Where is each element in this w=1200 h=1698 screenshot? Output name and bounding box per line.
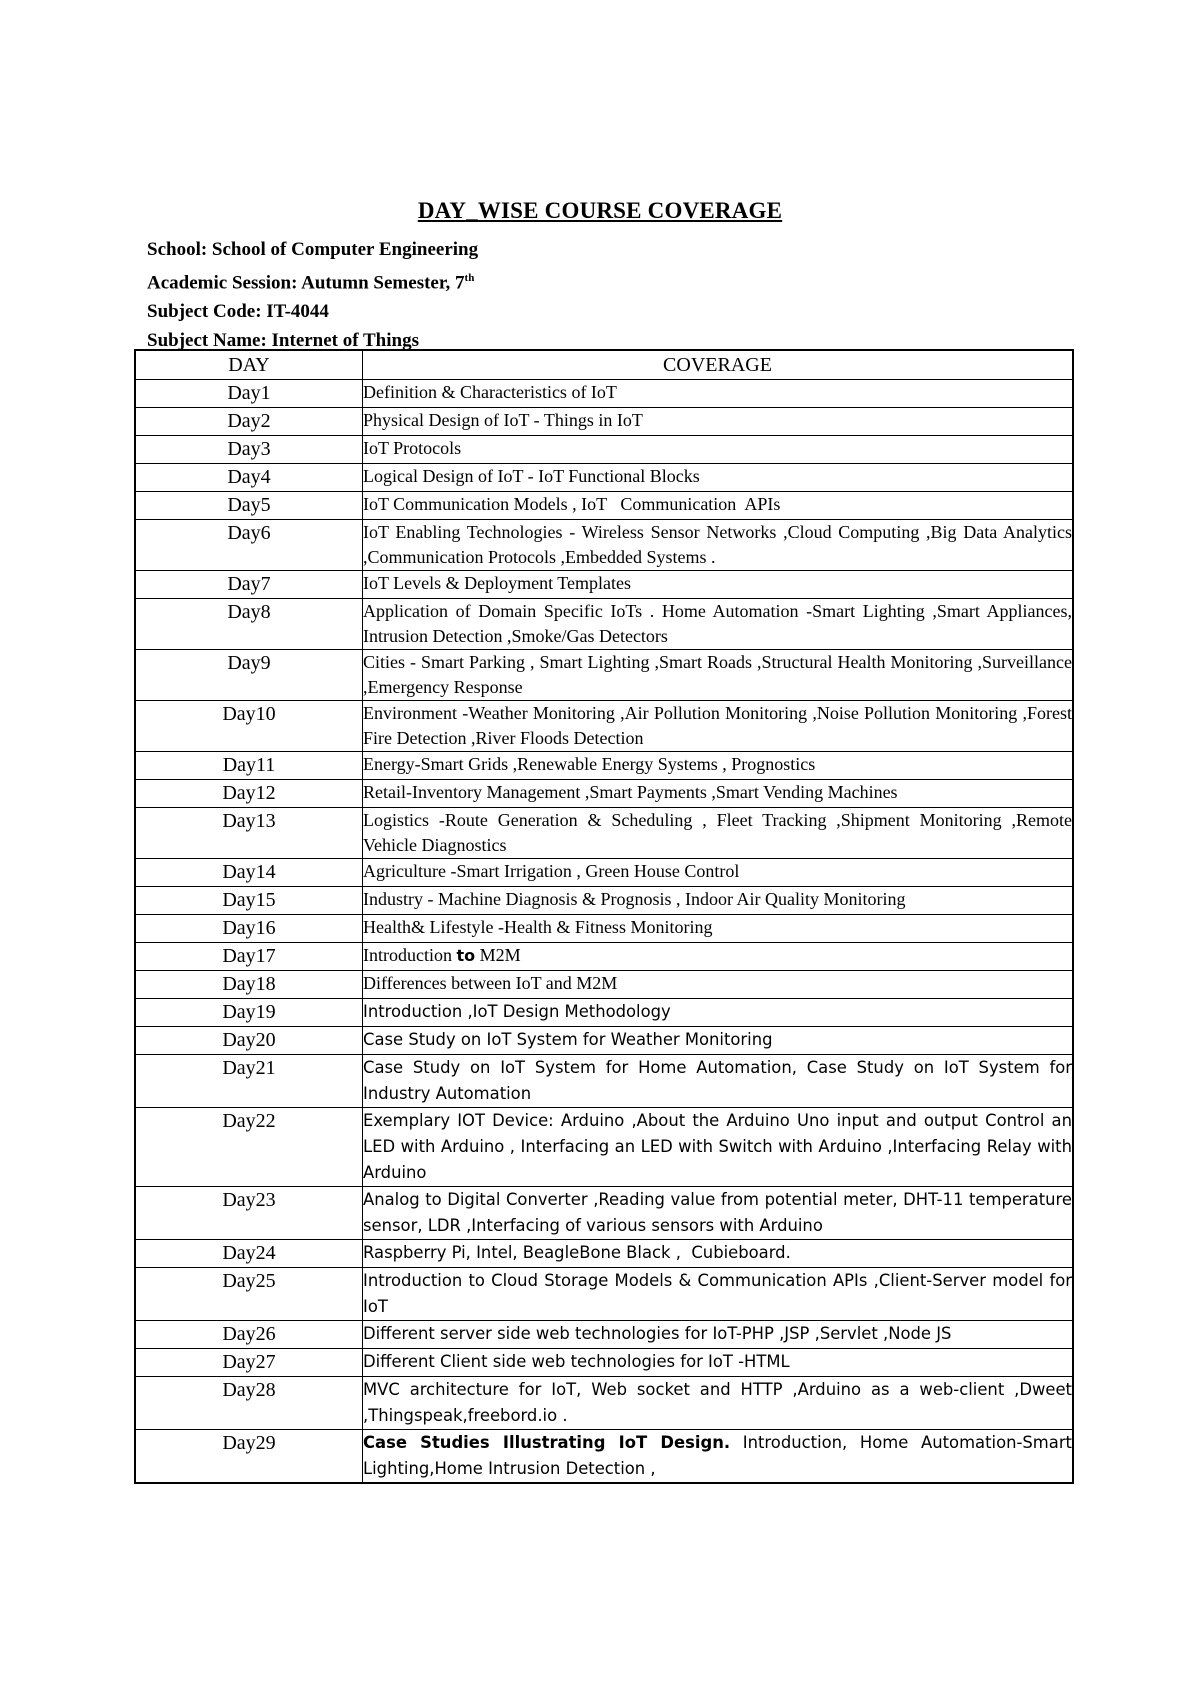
day-cell: Day3 bbox=[135, 436, 363, 464]
coverage-cell: Logistics -Route Generation & Scheduling , Fleet Tracking ,Shipment Monitoring ,Remote Vehicle Diagnostics bbox=[363, 808, 1074, 859]
coverage-cell: Health& Lifestyle -Health & Fitness Monitoring bbox=[363, 915, 1074, 943]
session-line bbox=[147, 264, 478, 297]
day-cell: Day1 bbox=[135, 380, 363, 408]
coverage-cell: Agriculture -Smart Irrigation , Green House Control bbox=[363, 859, 1074, 887]
coverage-cell: Environment -Weather Monitoring ,Air Pollution Monitoring ,Noise Pollution Monitoring ,Forest Fire Detection ,River Floods Detection bbox=[363, 701, 1074, 752]
table-row bbox=[135, 1108, 1073, 1187]
coverage-cell: Definition & Characteristics of IoT bbox=[363, 380, 1074, 408]
coverage-cell: Different server side web technologies for IoT-PHP ,JSP ,Servlet ,Node JS bbox=[363, 1321, 1074, 1349]
day-cell: Day7 bbox=[135, 571, 363, 599]
table-row bbox=[135, 780, 1073, 808]
session-text: Academic Session: Autumn Semester, 7 bbox=[147, 272, 465, 294]
table-row bbox=[135, 1240, 1073, 1268]
table-row bbox=[135, 1321, 1073, 1349]
day-cell: Day12 bbox=[135, 780, 363, 808]
coverage-cell: IoT Communication Models , IoT Communication APIs bbox=[363, 492, 1074, 520]
day-cell: Day9 bbox=[135, 650, 363, 701]
coverage-text-bold: to bbox=[456, 946, 476, 965]
day-cell: Day5 bbox=[135, 492, 363, 520]
coverage-text-a: Introduction bbox=[363, 945, 457, 965]
table-row bbox=[135, 887, 1073, 915]
table-row bbox=[135, 752, 1073, 780]
coverage-cell: IoT Enabling Technologies - Wireless Sensor Networks ,Cloud Computing ,Big Data Analytics ,Communication Protocols ,Embedded Systems . bbox=[363, 520, 1074, 571]
day-cell: Day4 bbox=[135, 464, 363, 492]
table-row bbox=[135, 380, 1073, 408]
coverage-cell: Industry - Machine Diagnosis & Prognosis , Indoor Air Quality Monitoring bbox=[363, 887, 1074, 915]
header-day: DAY bbox=[135, 350, 363, 380]
table-row bbox=[135, 1268, 1073, 1321]
table-row bbox=[135, 464, 1073, 492]
coverage-cell bbox=[363, 1430, 1074, 1484]
coverage-cell: Case Study on IoT System for Weather Monitoring bbox=[363, 1027, 1074, 1055]
day-cell: Day6 bbox=[135, 520, 363, 571]
table-row bbox=[135, 492, 1073, 520]
day-cell: Day29 bbox=[135, 1430, 363, 1484]
table-row bbox=[135, 915, 1073, 943]
table-row bbox=[135, 808, 1073, 859]
table-row bbox=[135, 943, 1073, 971]
coverage-cell: IoT Levels & Deployment Templates bbox=[363, 571, 1074, 599]
table-row bbox=[135, 1027, 1073, 1055]
coverage-table bbox=[134, 349, 1074, 1484]
coverage-cell: Energy-Smart Grids ,Renewable Energy Systems , Prognostics bbox=[363, 752, 1074, 780]
day-cell: Day2 bbox=[135, 408, 363, 436]
coverage-cell: IoT Protocols bbox=[363, 436, 1074, 464]
table-row bbox=[135, 859, 1073, 887]
coverage-cell: Cities - Smart Parking , Smart Lighting ,Smart Roads ,Structural Health Monitoring ,Surveillance ,Emergency Response bbox=[363, 650, 1074, 701]
day-cell: Day10 bbox=[135, 701, 363, 752]
subject-code-line: Subject Code: IT-4044 bbox=[147, 301, 329, 323]
day-cell: Day11 bbox=[135, 752, 363, 780]
coverage-cell bbox=[363, 943, 1074, 971]
day-cell: Day17 bbox=[135, 943, 363, 971]
coverage-cell: MVC architecture for IoT, Web socket and HTTP ,Arduino as a web-client ,Dweet ,Thingspeak,freebord.io . bbox=[363, 1377, 1074, 1430]
day-cell: Day21 bbox=[135, 1055, 363, 1108]
coverage-text-c: M2M bbox=[475, 945, 521, 965]
day-cell: Day26 bbox=[135, 1321, 363, 1349]
table-row bbox=[135, 1377, 1073, 1430]
coverage-cell: Analog to Digital Converter ,Reading value from potential meter, DHT-11 temperature sensor, LDR ,Interfacing of various sensors with Arduino bbox=[363, 1187, 1074, 1240]
course-info bbox=[147, 235, 478, 355]
coverage-cell: Introduction ,IoT Design Methodology bbox=[363, 999, 1074, 1027]
coverage-cell: Differences between IoT and M2M bbox=[363, 971, 1074, 999]
day-cell: Day14 bbox=[135, 859, 363, 887]
day-cell: Day28 bbox=[135, 1377, 363, 1430]
day-cell: Day23 bbox=[135, 1187, 363, 1240]
subject-name-line: Subject Name: Internet of Things bbox=[147, 330, 419, 352]
day-cell: Day15 bbox=[135, 887, 363, 915]
table-row bbox=[135, 571, 1073, 599]
day-cell: Day24 bbox=[135, 1240, 363, 1268]
coverage-cell: Logical Design of IoT - IoT Functional Blocks bbox=[363, 464, 1074, 492]
day-cell: Day25 bbox=[135, 1268, 363, 1321]
table-row bbox=[135, 1055, 1073, 1108]
document-title: DAY_WISE COURSE COVERAGE bbox=[417, 198, 783, 223]
day-cell: Day18 bbox=[135, 971, 363, 999]
day-cell: Day19 bbox=[135, 999, 363, 1027]
table-row bbox=[135, 650, 1073, 701]
table-row bbox=[135, 999, 1073, 1027]
coverage-cell: Case Study on IoT System for Home Automation, Case Study on IoT System for Industry Automation bbox=[363, 1055, 1074, 1108]
table-row bbox=[135, 436, 1073, 464]
table-row bbox=[135, 1349, 1073, 1377]
table-row bbox=[135, 1187, 1073, 1240]
coverage-text-bold: Case Studies Illustrating IoT Design. bbox=[363, 1433, 731, 1452]
school-line: School: School of Computer Engineering bbox=[147, 239, 479, 260]
day-cell: Day13 bbox=[135, 808, 363, 859]
table-header-row bbox=[135, 350, 1073, 380]
table-row bbox=[135, 408, 1073, 436]
table-row bbox=[135, 599, 1073, 650]
day-cell: Day8 bbox=[135, 599, 363, 650]
day-cell: Day22 bbox=[135, 1108, 363, 1187]
coverage-cell: Exemplary IOT Device: Arduino ,About the Arduino Uno input and output Control an LED with Arduino , Interfacing an LED with Switch with Arduino ,Interfacing Relay with Arduino bbox=[363, 1108, 1074, 1187]
table-row bbox=[135, 520, 1073, 571]
table-row bbox=[135, 701, 1073, 752]
coverage-cell: Raspberry Pi, Intel, BeagleBone Black , Cubieboard. bbox=[363, 1240, 1074, 1268]
coverage-cell: Introduction to Cloud Storage Models & Communication APIs ,Client-Server model for IoT bbox=[363, 1268, 1074, 1321]
coverage-cell: Retail-Inventory Management ,Smart Payments ,Smart Vending Machines bbox=[363, 780, 1074, 808]
header-coverage: COVERAGE bbox=[363, 350, 1074, 380]
day-cell: Day16 bbox=[135, 915, 363, 943]
day-cell: Day20 bbox=[135, 1027, 363, 1055]
day-cell: Day27 bbox=[135, 1349, 363, 1377]
coverage-cell: Different Client side web technologies for IoT -HTML bbox=[363, 1349, 1074, 1377]
session-superscript: th bbox=[464, 272, 475, 284]
coverage-cell: Physical Design of IoT - Things in IoT bbox=[363, 408, 1074, 436]
table-row bbox=[135, 971, 1073, 999]
coverage-cell: Application of Domain Specific IoTs . Home Automation -Smart Lighting ,Smart Appliances, Intrusion Detection ,Smoke/Gas Detectors bbox=[363, 599, 1074, 650]
table-row bbox=[135, 1430, 1073, 1484]
coverage-text-rest: Introduction, Home Automation-Smart Lighting,Home Intrusion Detection , bbox=[363, 1433, 1072, 1478]
